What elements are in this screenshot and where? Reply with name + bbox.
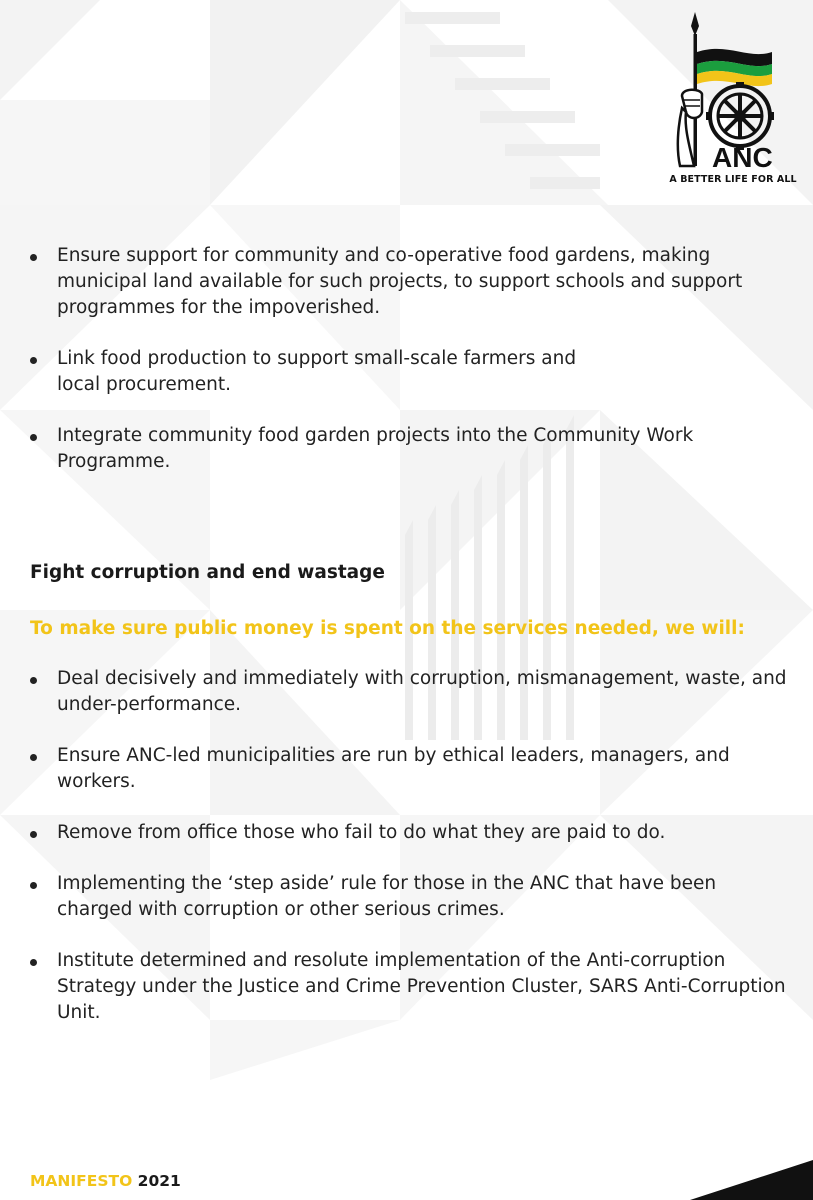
bullet-dot: [30, 677, 37, 684]
list-item: [30, 743, 790, 795]
list-item-text: Remove from office those who fail to do what they are paid to do.: [57, 822, 666, 843]
footer-manifesto: [30, 1172, 181, 1190]
list-item-text: Institute determined and resolute implementation of the Anti-corruption Strategy under the Justice and Crime Prevention Cluster, SARS Anti-Corruption Unit.: [57, 950, 786, 1023]
corruption-list: [30, 666, 790, 1026]
list-item-text: Integrate community food garden projects into the Community Work Programme.: [57, 425, 694, 472]
section-subheading: To make sure public money is spent on the services needed, we will:: [30, 618, 745, 639]
list-item-text: Deal decisively and immediately with corruption, mismanagement, waste, and under-performance.: [57, 668, 787, 715]
bullet-dot: [30, 434, 37, 441]
footer-year: 2021: [137, 1172, 181, 1190]
bullet-dot: [30, 831, 37, 838]
spear-flag-wheel-emblem: [668, 8, 798, 173]
list-item-text-inner: Link food production to support small-scale farmers and local procurement.: [57, 348, 577, 395]
list-item: [30, 948, 790, 1026]
list-item: [30, 666, 790, 718]
list-item-text: Ensure support for community and co-operative food gardens, making municipal land available for such projects, to support schools and support programmes for the impoverished.: [57, 245, 743, 318]
footer-word: MANIFESTO: [30, 1172, 133, 1190]
list-item-text: Implementing the ‘step aside’ rule for those in the ANC that have been charged with corruption or other serious crimes.: [57, 873, 717, 920]
list-item: [30, 820, 790, 846]
bullet-dot: [30, 959, 37, 966]
list-item: [30, 423, 790, 475]
list-item: [30, 243, 790, 321]
list-item: [30, 871, 790, 923]
logo-tagline: A BETTER LIFE FOR ALL: [669, 174, 797, 185]
list-item: [30, 346, 790, 398]
bullet-dot: [30, 882, 37, 889]
anc-logo: [668, 8, 798, 192]
logo-letters: ANC: [712, 142, 773, 173]
section-heading: Fight corruption and end wastage: [30, 562, 385, 583]
list-item-text: Ensure ANC-led municipalities are run by ethical leaders, managers, and workers.: [57, 745, 730, 792]
food-garden-list: [30, 243, 790, 475]
bullet-dot: [30, 754, 37, 761]
list-item-text: [57, 348, 617, 395]
bullet-dot: [30, 357, 37, 364]
bullet-dot: [30, 254, 37, 261]
